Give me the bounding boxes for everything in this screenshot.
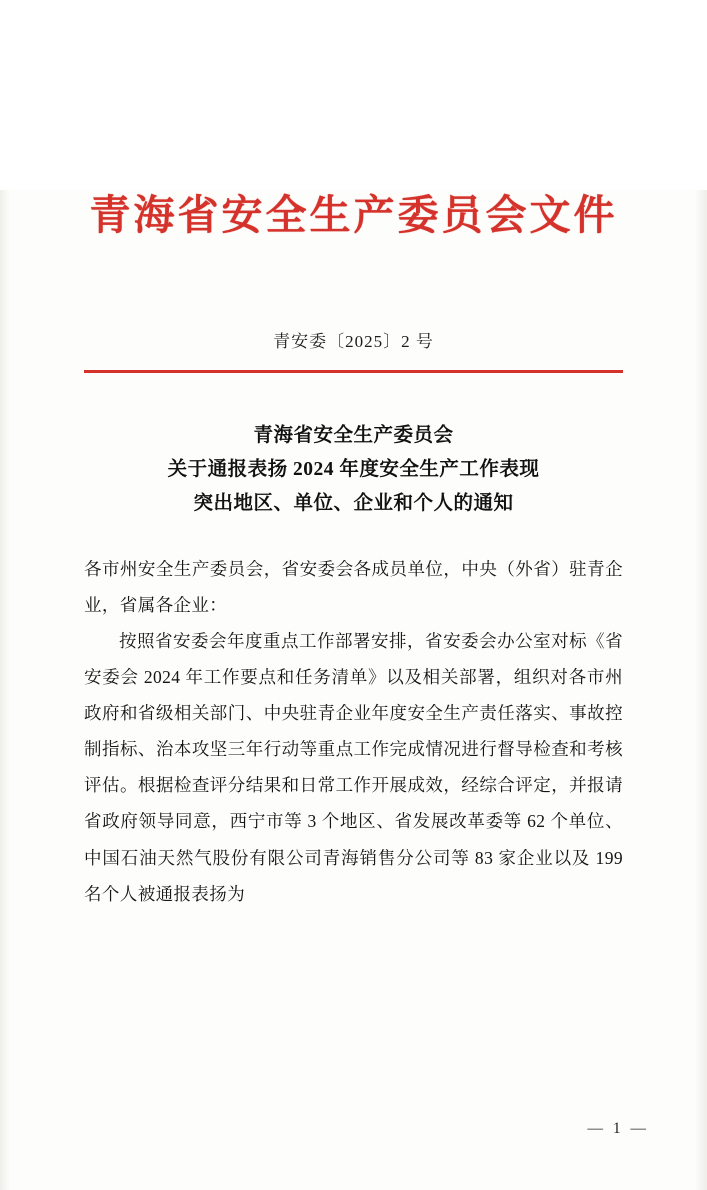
document-masthead: 青海省安全生产委员会文件 bbox=[89, 191, 618, 239]
document-number: 青安委〔2025〕2 号 bbox=[273, 332, 434, 352]
document-title-line-1: 青海省安全生产委员会 bbox=[253, 424, 454, 446]
document-title-block bbox=[84, 419, 623, 521]
page-footer bbox=[0, 1120, 707, 1138]
document-page bbox=[0, 190, 707, 1190]
body-paragraph-1: 按照省安委会年度重点工作部署安排，省安委会办公室对标《省安委会 2024 年工作要点和任务清单》以及相关部署，组织对各市州政府和省级相关部门、中央驻青企业年度安全生产责任落实、事故控制指标、治本攻坚三年行动等重点工作完成情况进行督导检查和考核评估。根据检查评分结果和日常工作开展成效，经综合评定，并报请省政府领导同意，西宁市等 3 个地区、省发展改革委等 62 个单位、中国石油天然气股份有限公司青海销售分公司等 83 家企业以及 199 名个人被通报表扬为 bbox=[84, 631, 623, 904]
page-number: — 1 — bbox=[587, 1120, 649, 1137]
salutation-text: 各市州安全生产委员会，省安委会各成员单位，中央（外省）驻青企业，省属各企业： bbox=[84, 559, 623, 616]
document-body bbox=[84, 551, 623, 911]
red-divider-rule bbox=[84, 370, 623, 373]
document-title-line-3: 突出地区、单位、企业和个人的通知 bbox=[193, 493, 514, 514]
document-title-line-2: 关于通报表扬 2024 年度安全生产工作表现 bbox=[167, 458, 540, 480]
